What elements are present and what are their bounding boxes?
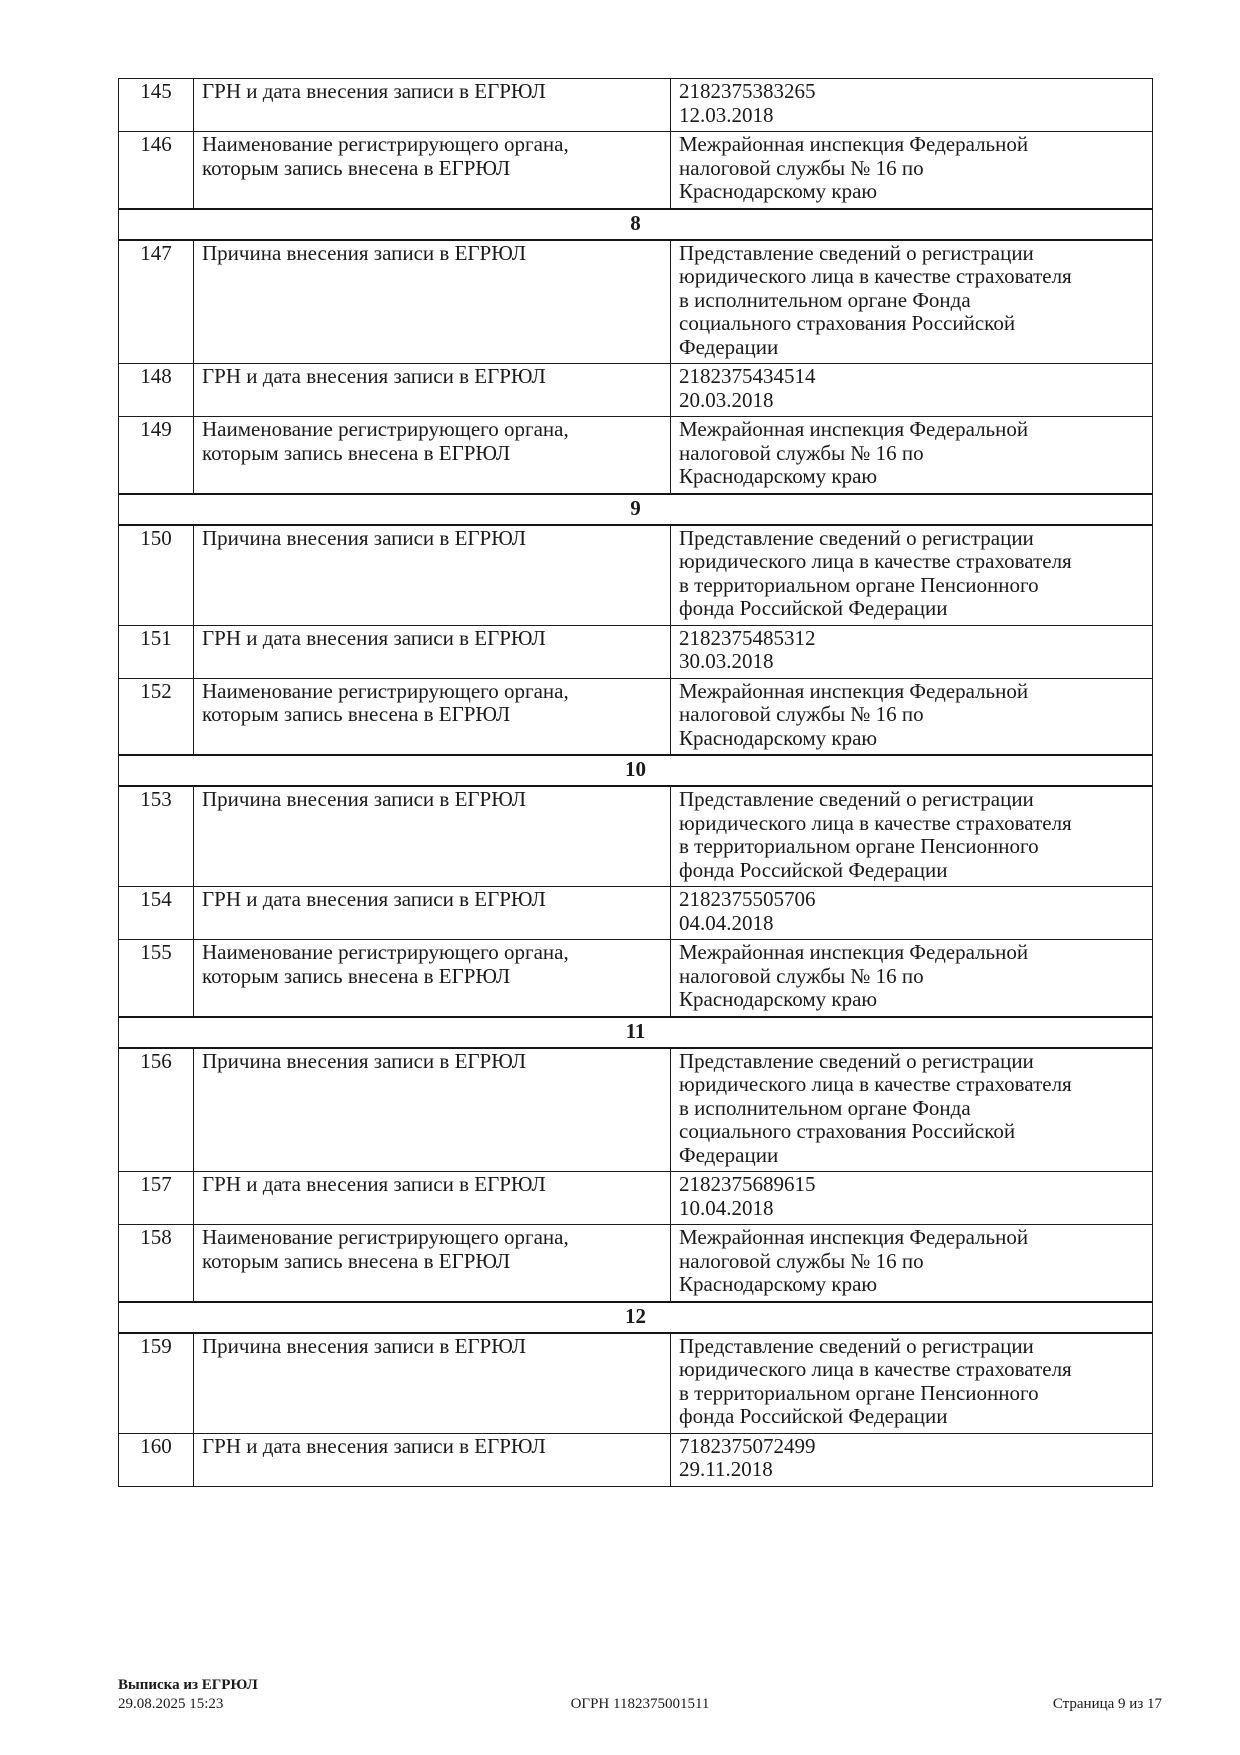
section-header-row (119, 1017, 1153, 1048)
row-value-line: 2182375485312 (679, 625, 816, 650)
table-row (119, 417, 1153, 494)
row-value-line: юридического лица в качестве страхователя (679, 264, 1072, 288)
row-value-line: Краснодарскому краю (679, 987, 878, 1011)
row-value-line: в исполнительном органе Фонда (679, 287, 971, 312)
row-value-line: 04.04.2018 (679, 910, 774, 935)
row-label (194, 887, 671, 940)
row-value-line: 7182375072499 (679, 1433, 816, 1458)
row-value-line: Краснодарскому краю (679, 1272, 878, 1296)
row-value-line: 2182375505706 (679, 887, 816, 911)
row-value-line: налоговой службы № 16 по (679, 963, 924, 988)
row-value-line: налоговой службы № 16 по (679, 440, 924, 465)
row-label (194, 132, 671, 209)
row-value-line: налоговой службы № 16 по (679, 702, 924, 726)
table-row (119, 132, 1153, 209)
row-label (194, 1172, 671, 1225)
row-number: 157 (119, 1172, 194, 1225)
row-value (671, 1333, 1153, 1434)
row-value-line: в территориальном органе Пенсионного (679, 1380, 1039, 1405)
row-label-line: которым запись внесена в ЕГРЮЛ (202, 155, 511, 180)
row-value (671, 1433, 1153, 1486)
row-value (671, 940, 1153, 1017)
row-label-line: ГРН и дата внесения записи в ЕГРЮЛ (202, 1172, 546, 1196)
row-label (194, 364, 671, 417)
table-row (119, 678, 1153, 755)
row-value (671, 417, 1153, 494)
row-label-line: ГРН и дата внесения записи в ЕГРЮЛ (202, 1433, 546, 1458)
row-label (194, 1333, 671, 1434)
row-value (671, 678, 1153, 755)
row-value-line: Краснодарскому краю (679, 179, 878, 203)
table-row (119, 1225, 1153, 1302)
row-label-line: Наименование регистрирующего органа, (202, 940, 569, 964)
row-value (671, 1225, 1153, 1302)
table-row (119, 364, 1153, 417)
row-value-line: юридического лица в качестве страхователя (679, 1357, 1072, 1381)
row-label (194, 417, 671, 494)
row-label-line: которым запись внесена в ЕГРЮЛ (202, 1248, 511, 1273)
row-label-line: которым запись внесена в ЕГРЮЛ (202, 440, 511, 465)
row-label (194, 940, 671, 1017)
section-number: 12 (119, 1302, 1153, 1333)
row-label (194, 786, 671, 887)
row-value (671, 525, 1153, 626)
table-row (119, 786, 1153, 887)
row-label-line: Причина внесения записи в ЕГРЮЛ (202, 1333, 527, 1358)
row-value-line: Межрайонная инспекция Федеральной (679, 678, 1029, 703)
section-header-row (119, 755, 1153, 786)
row-value-line: налоговой службы № 16 по (679, 1248, 924, 1273)
row-value (671, 79, 1153, 132)
row-value-line: социального страхования Российской (679, 311, 1016, 335)
row-value (671, 887, 1153, 940)
row-value-line: Краснодарскому краю (679, 725, 878, 750)
row-value-line: Представление сведений о регистрации (679, 787, 1034, 811)
row-value-line: Представление сведений о регистрации (679, 1048, 1034, 1073)
row-value (671, 625, 1153, 678)
section-header-row (119, 209, 1153, 240)
row-value-line: 29.11.2018 (679, 1457, 773, 1481)
table-row (119, 525, 1153, 626)
row-label-line: Причина внесения записи в ЕГРЮЛ (202, 240, 527, 265)
row-label-line: ГРН и дата внесения записи в ЕГРЮЛ (202, 79, 546, 103)
row-label-line: Причина внесения записи в ЕГРЮЛ (202, 1048, 527, 1073)
row-value-line: Межрайонная инспекция Федеральной (679, 940, 1029, 964)
row-value (671, 240, 1153, 364)
row-number: 155 (119, 940, 194, 1017)
row-label-line: Наименование регистрирующего органа, (202, 417, 569, 441)
row-value-line: Федерации (679, 1142, 779, 1167)
row-label (194, 240, 671, 364)
row-label (194, 79, 671, 132)
row-label (194, 625, 671, 678)
row-label-line: ГРН и дата внесения записи в ЕГРЮЛ (202, 887, 546, 911)
egrul-records-table (118, 78, 1153, 1487)
row-number: 147 (119, 240, 194, 364)
row-value-line: 20.03.2018 (679, 387, 774, 412)
section-number: 9 (119, 494, 1153, 525)
row-value-line: Краснодарскому краю (679, 464, 878, 488)
section-header-row (119, 494, 1153, 525)
row-value-line: Представление сведений о регистрации (679, 525, 1034, 550)
table-row (119, 240, 1153, 364)
row-number: 158 (119, 1225, 194, 1302)
row-value-line: социального страхования Российской (679, 1119, 1016, 1143)
row-label (194, 1433, 671, 1486)
row-label-line: которым запись внесена в ЕГРЮЛ (202, 702, 511, 726)
row-label-line: Наименование регистрирующего органа, (202, 132, 569, 156)
egrul-table-body (119, 79, 1153, 1487)
table-row (119, 1333, 1153, 1434)
row-number: 146 (119, 132, 194, 209)
table-row (119, 940, 1153, 1017)
section-number: 8 (119, 209, 1153, 240)
table-row (119, 887, 1153, 940)
row-value-line: 2182375434514 (679, 364, 816, 388)
row-value (671, 1048, 1153, 1172)
row-label-line: Наименование регистрирующего органа, (202, 678, 569, 703)
section-number: 11 (119, 1017, 1153, 1048)
row-label-line: Причина внесения записи в ЕГРЮЛ (202, 787, 527, 811)
footer-page-indicator: Страница 9 из 17 (1052, 1696, 1162, 1712)
row-label-line: которым запись внесена в ЕГРЮЛ (202, 963, 511, 988)
row-number: 151 (119, 625, 194, 678)
row-value-line: юридического лица в качестве страхователя (679, 1072, 1072, 1096)
section-header-row (119, 1302, 1153, 1333)
row-value (671, 1172, 1153, 1225)
row-number: 150 (119, 525, 194, 626)
row-value-line: фонда Российской Федерации (679, 1404, 948, 1428)
row-value-line: фонда Российской Федерации (679, 596, 948, 620)
row-value-line: Межрайонная инспекция Федеральной (679, 417, 1029, 441)
row-value-line: фонда Российской Федерации (679, 857, 948, 882)
row-value-line: Представление сведений о регистрации (679, 240, 1034, 265)
row-value-line: 12.03.2018 (679, 102, 774, 127)
row-value-line: юридического лица в качестве страхователя (679, 810, 1072, 835)
row-value-line: Федерации (679, 334, 779, 359)
row-value-line: Межрайонная инспекция Федеральной (679, 132, 1029, 156)
footer-ogrn: ОГРН 1182375001511 (570, 1696, 710, 1712)
row-number: 156 (119, 1048, 194, 1172)
row-label-line: Причина внесения записи в ЕГРЮЛ (202, 525, 527, 550)
footer-doc-title: Выписка из ЕГРЮЛ (118, 1677, 258, 1693)
row-value-line: 2182375689615 (679, 1172, 816, 1196)
row-value (671, 364, 1153, 417)
row-value (671, 786, 1153, 887)
row-value-line: Представление сведений о регистрации (679, 1333, 1034, 1358)
row-number: 153 (119, 786, 194, 887)
table-row (119, 1172, 1153, 1225)
row-value-line: 30.03.2018 (679, 649, 774, 673)
row-value-line: в территориальном органе Пенсионного (679, 834, 1039, 858)
table-row (119, 625, 1153, 678)
row-number: 145 (119, 79, 194, 132)
row-number: 159 (119, 1333, 194, 1434)
row-value-line: налоговой службы № 16 по (679, 155, 924, 180)
row-number: 149 (119, 417, 194, 494)
section-number: 10 (119, 755, 1153, 786)
row-label (194, 525, 671, 626)
row-value-line: 2182375383265 (679, 79, 816, 103)
row-value-line: в территориальном органе Пенсионного (679, 572, 1039, 597)
row-label (194, 678, 671, 755)
row-value-line: в исполнительном органе Фонда (679, 1095, 971, 1120)
row-number: 154 (119, 887, 194, 940)
row-label-line: ГРН и дата внесения записи в ЕГРЮЛ (202, 364, 546, 388)
row-value (671, 132, 1153, 209)
row-number: 160 (119, 1433, 194, 1486)
table-row (119, 1433, 1153, 1486)
footer-datetime: 29.08.2025 15:23 (118, 1696, 224, 1712)
table-row (119, 1048, 1153, 1172)
row-label (194, 1048, 671, 1172)
row-label (194, 1225, 671, 1302)
row-number: 152 (119, 678, 194, 755)
row-label-line: Наименование регистрирующего органа, (202, 1225, 569, 1249)
row-value-line: 10.04.2018 (679, 1195, 774, 1220)
table-row (119, 79, 1153, 132)
row-label-line: ГРН и дата внесения записи в ЕГРЮЛ (202, 625, 546, 650)
row-number: 148 (119, 364, 194, 417)
row-value-line: Межрайонная инспекция Федеральной (679, 1225, 1029, 1249)
row-value-line: юридического лица в качестве страхователя (679, 549, 1072, 573)
